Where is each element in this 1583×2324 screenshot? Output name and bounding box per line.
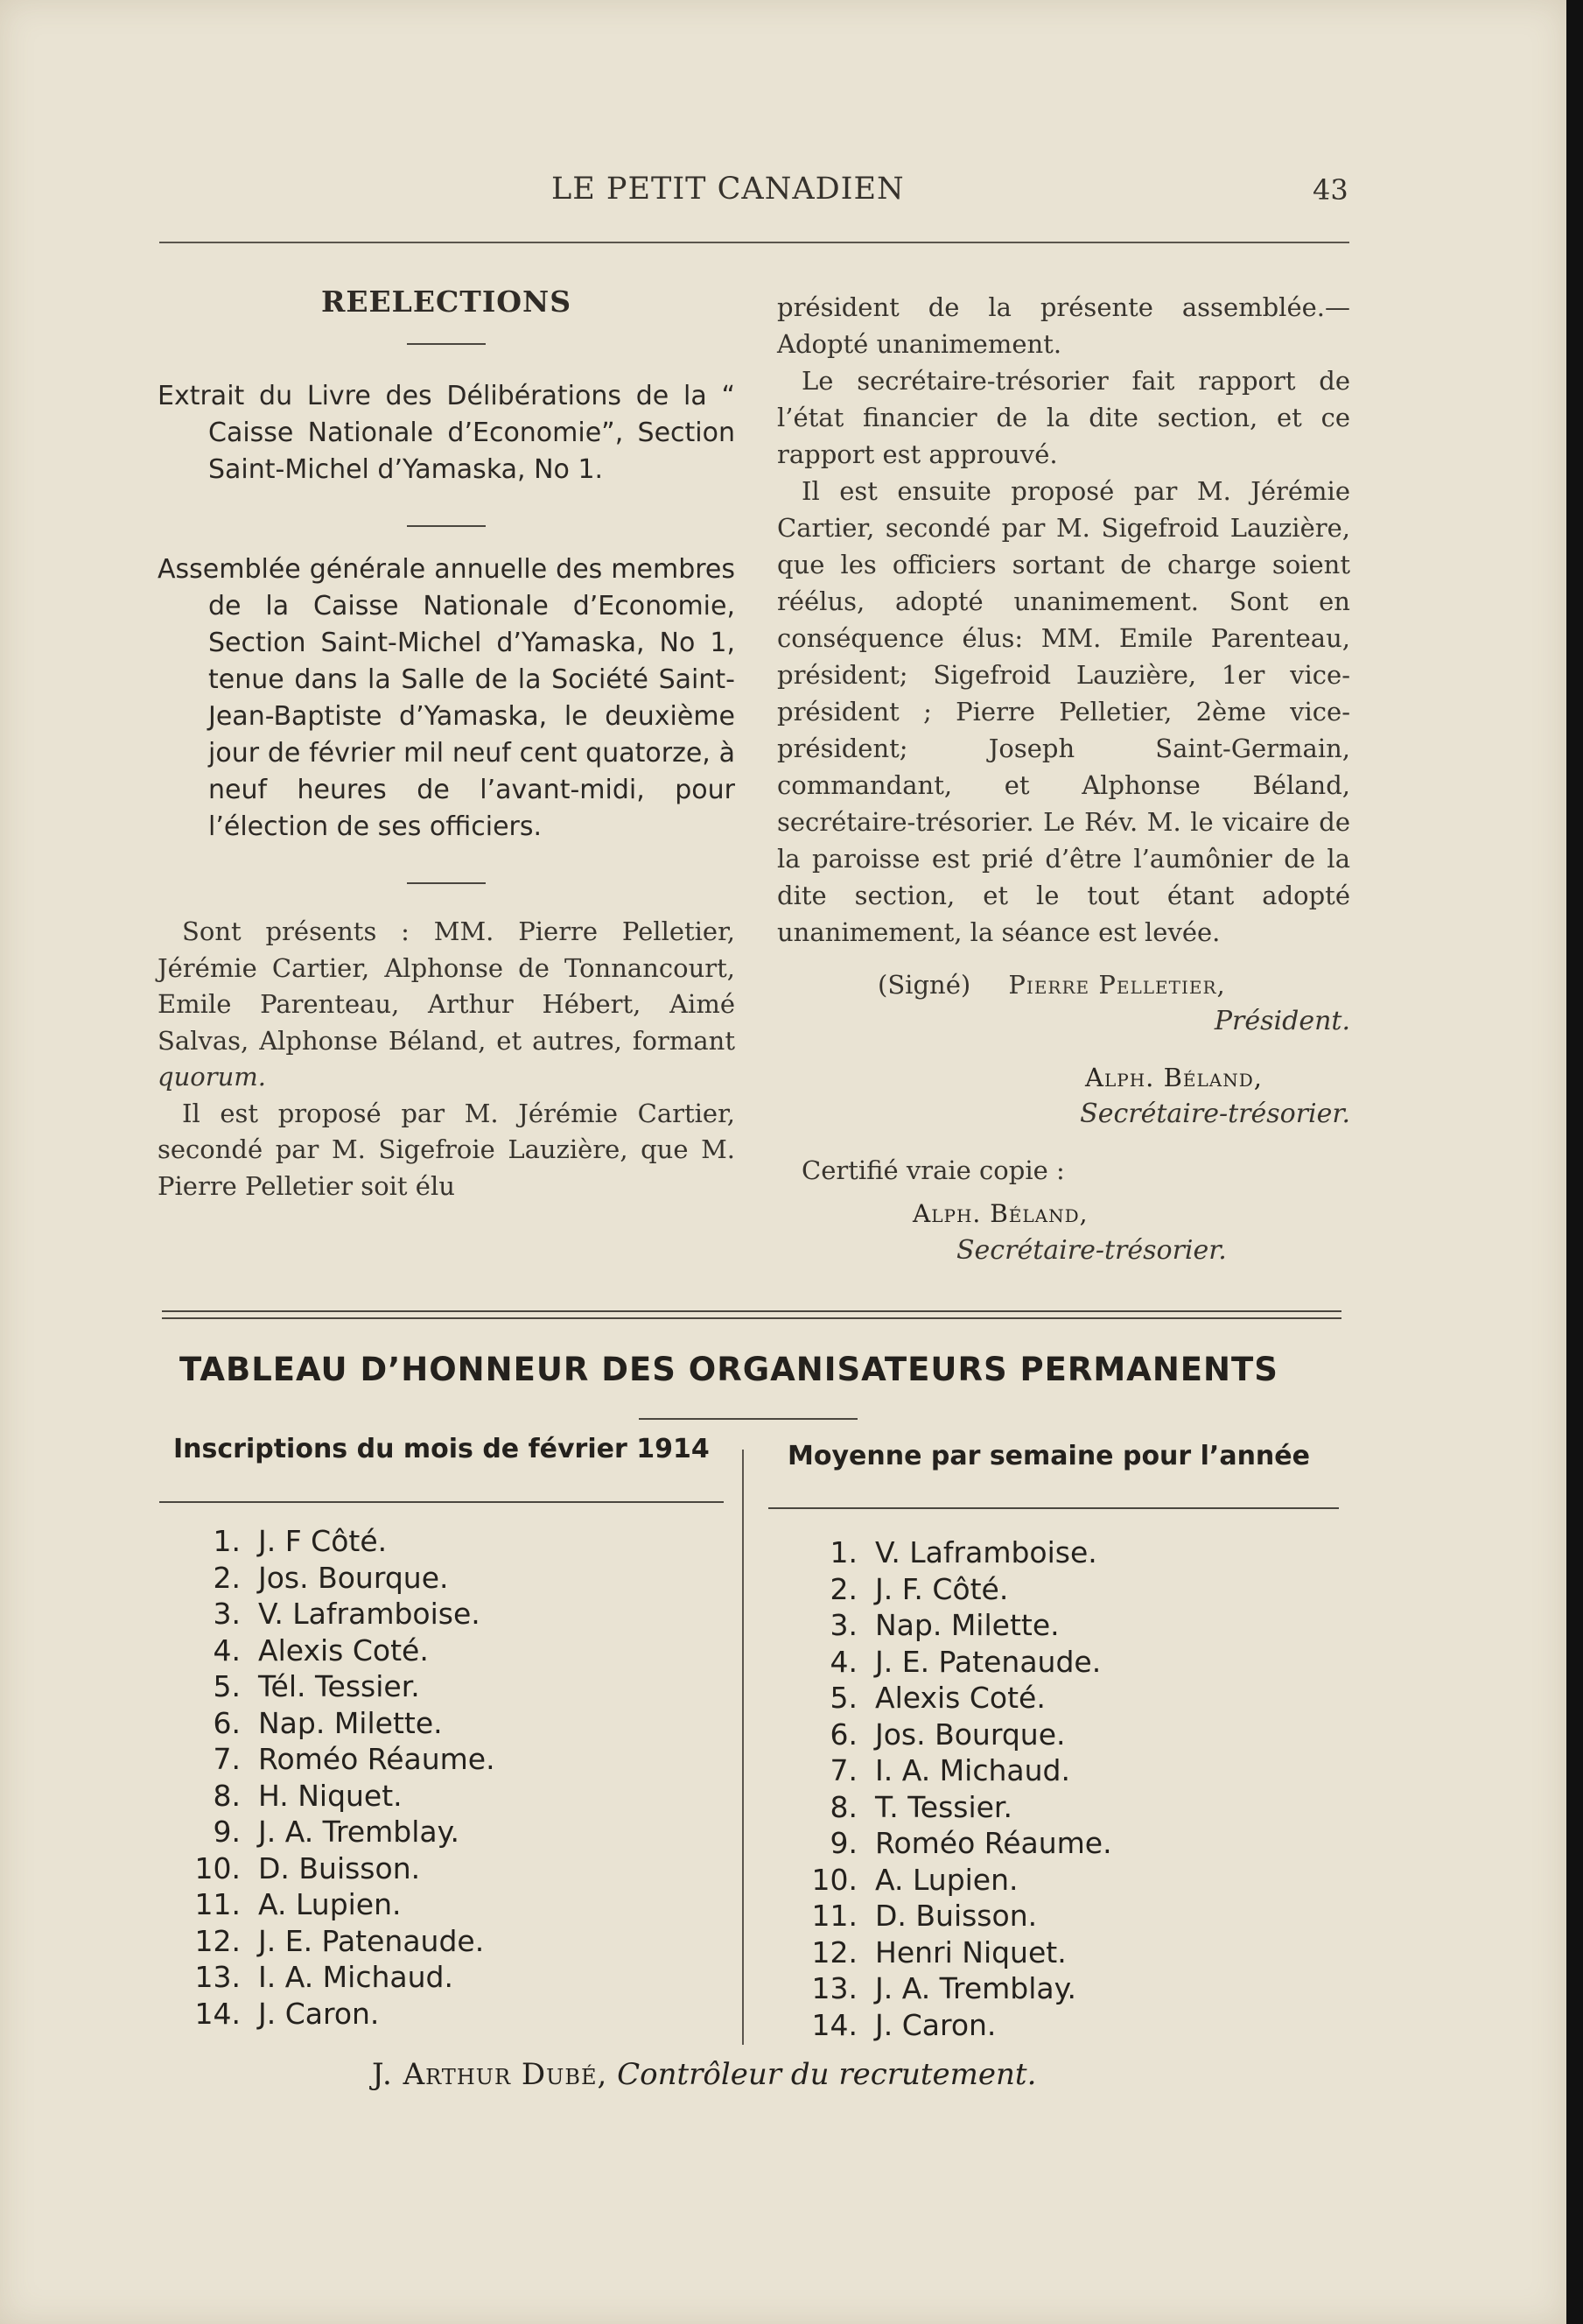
list-item — [179, 1850, 495, 1887]
certifier-role: Secrétaire-trésorier. — [956, 1235, 1227, 1266]
organizer-name: V. Laframboise. — [875, 1535, 1097, 1569]
list-item — [796, 1534, 1112, 1571]
organizer-name: H. Niquet. — [258, 1778, 403, 1813]
list-item — [796, 1571, 1112, 1608]
rank-number: 5. — [213, 1669, 241, 1703]
quorum-text: quorum. — [158, 1062, 266, 1092]
organizer-name: Alexis Coté. — [258, 1632, 429, 1668]
rank-number: 9. — [830, 1826, 858, 1860]
signer1-role: Président. — [1214, 1006, 1350, 1036]
signature-line — [777, 966, 1350, 1003]
list-item — [179, 1560, 495, 1597]
organizer-name: Roméo Réaume. — [258, 1742, 495, 1776]
list-item — [179, 1523, 495, 1560]
divider — [407, 343, 486, 345]
list-item — [179, 1959, 495, 1996]
list-item — [796, 1717, 1112, 1753]
organizer-name: D. Buisson. — [875, 1899, 1038, 1933]
organizer-name: A. Lupien. — [258, 1887, 402, 1921]
organizer-name: Roméo Réaume. — [875, 1826, 1112, 1860]
rank-number: 12. — [194, 1923, 241, 1958]
organizer-name: I. A. Michaud. — [258, 1960, 453, 1994]
signed-label: (Signé) — [878, 970, 971, 1000]
rank-number: 4. — [830, 1644, 858, 1679]
list-item — [179, 1741, 495, 1778]
monthly-ranking-list — [179, 1523, 495, 2032]
organizer-name: Tél. Tessier. — [258, 1669, 420, 1703]
organizer-name: J. F Côté. — [258, 1524, 388, 1558]
list-item — [179, 1705, 495, 1742]
rank-number: 11. — [811, 1899, 858, 1933]
rank-number: 2. — [213, 1560, 241, 1595]
rank-number: 11. — [194, 1887, 241, 1921]
rank-number: 4. — [213, 1632, 241, 1668]
signer2-role: Secrétaire-trésorier. — [1080, 1099, 1350, 1129]
election-paragraph: Il est ensuite proposé par M. Jérémie Cartier, secondé par M. Sigefroid Lauzière, que les officiers sortant de charge soient réélus, adopté unanimement. Sont en conséquence élus: MM. Emile Parenteau, président; Sigefroid Lauzière, 1er vice-président ; Pierre Pelletier, 2ème vice-président; Joseph Saint-Germain, commandant, et Alphonse Béland, secrétaire-trésorier. Le Rév. M. le vicaire de la paroisse est prié d’être l’aumônier de la dite section, et le tout étant adopté unanimement, la séance est levée. — [777, 476, 1350, 947]
rank-number: 14. — [194, 1996, 241, 2031]
organizer-name: V. Laframboise. — [258, 1597, 480, 1631]
rank-number: 12. — [811, 1934, 858, 1969]
honor-title: TABLEAU D’HONNEUR DES ORGANISATEURS PERMANENTS — [179, 1351, 1278, 1388]
organizer-name: J. F. Côté. — [875, 1571, 1009, 1606]
left-column — [158, 284, 735, 1204]
list-item — [179, 1668, 495, 1705]
section-double-rule — [162, 1310, 1341, 1319]
rank-number: 8. — [830, 1789, 858, 1824]
rank-number: 14. — [811, 2007, 858, 2042]
rank-number: 5. — [830, 1681, 858, 1715]
list-item — [796, 1607, 1112, 1644]
rank-number: 13. — [811, 1971, 858, 2005]
list-item — [179, 1996, 495, 2033]
extract-paragraph: Extrait du Livre des Délibérations de la “ Caisse Nationale d’Economie”, Section Saint-Michel d’Yamaska, No 1. — [158, 381, 735, 485]
list-item — [179, 1814, 495, 1850]
rank-number: 7. — [830, 1753, 858, 1787]
organizer-name: J. E. Patenaude. — [258, 1923, 485, 1958]
rank-number: 3. — [830, 1608, 858, 1642]
organizer-name: Jos. Bourque. — [875, 1717, 1066, 1752]
rank-number: 10. — [811, 1862, 858, 1897]
organizer-name: Alexis Coté. — [875, 1681, 1046, 1715]
signer1-name: Pierre Pelletier, — [1008, 970, 1226, 1000]
present-paragraph — [158, 914, 735, 1096]
organizer-name: I. A. Michaud. — [875, 1753, 1070, 1787]
organizer-name: Nap. Milette. — [875, 1608, 1060, 1642]
rank-number: 1. — [830, 1535, 858, 1569]
divider — [407, 882, 486, 884]
list-item — [796, 1752, 1112, 1789]
organizer-name: J. A. Tremblay. — [875, 1971, 1076, 2005]
certifier-name: Alph. Béland, — [913, 1199, 1089, 1228]
rank-number: 9. — [213, 1815, 241, 1849]
header-rule — [159, 242, 1349, 243]
rank-number: 1. — [213, 1524, 241, 1558]
right-heading-rule — [768, 1507, 1339, 1509]
list-item — [179, 1632, 495, 1669]
rank-number: 10. — [194, 1850, 241, 1885]
running-title: LE PETIT CANADIEN — [551, 172, 905, 207]
column-divider — [742, 1450, 744, 2045]
list-item — [796, 1789, 1112, 1826]
organizer-name: Jos. Bourque. — [258, 1560, 449, 1595]
organizer-name: Nap. Milette. — [258, 1705, 443, 1740]
rank-number: 7. — [213, 1742, 241, 1776]
list-item — [179, 1596, 495, 1632]
assembly-paragraph: Assemblée générale annuelle des membres de la Caisse Nationale d’Economie, Section Saint-Michel d’Yamaska, No 1, tenue dans la Salle de la Société Saint-Jean-Baptiste d’Yamaska, le deuxième jour de février mil neuf cent quatorze, à neuf heures de l’avant-midi, pour l’élection de ses officiers. — [158, 554, 735, 842]
report-paragraph: Le secrétaire-trésorier fait rapport de l’état financier de la dite section, et ce rapport est approuvé. — [777, 366, 1350, 469]
rank-number: 6. — [213, 1705, 241, 1740]
rank-number: 13. — [194, 1960, 241, 1994]
certified-line: Certifié vraie copie : — [802, 1155, 1065, 1185]
organizer-name: J. A. Tremblay. — [258, 1815, 459, 1849]
weekly-average-ranking-list — [796, 1534, 1112, 2043]
continued-paragraph: président de la présente assemblée.—Adopté unanimement. — [777, 292, 1350, 359]
list-item — [796, 1970, 1112, 2007]
list-item — [796, 1898, 1112, 1934]
honor-divider — [639, 1418, 858, 1420]
section-title: REELECTIONS — [320, 284, 572, 319]
organizer-name: J. Caron. — [875, 2007, 997, 2042]
left-heading-rule — [159, 1501, 724, 1503]
list-item — [179, 1923, 495, 1960]
organizer-name: D. Buisson. — [258, 1850, 421, 1885]
signer2-name: Alph. Béland, — [1085, 1063, 1263, 1092]
page-number: 43 — [1313, 173, 1348, 207]
right-list-heading: Moyenne par semaine pour l’année — [788, 1441, 1310, 1471]
footer-signature — [372, 2057, 1036, 2092]
rank-number: 2. — [830, 1571, 858, 1606]
controller-role: Contrôleur du recrutement. — [617, 2057, 1037, 2092]
organizer-name: A. Lupien. — [875, 1862, 1019, 1897]
rank-number: 6. — [830, 1717, 858, 1752]
organizer-name: J. E. Patenaude. — [875, 1644, 1102, 1679]
list-item — [179, 1886, 495, 1923]
organizer-name: J. Caron. — [258, 1996, 380, 2031]
list-item — [796, 1644, 1112, 1681]
list-item — [796, 2007, 1112, 2044]
list-item — [796, 1680, 1112, 1717]
organizer-name: Henri Niquet. — [875, 1934, 1067, 1969]
list-item — [179, 1778, 495, 1815]
list-item — [796, 1825, 1112, 1862]
right-column — [777, 289, 1350, 1269]
divider — [407, 525, 486, 527]
book-spine-edge — [1566, 0, 1583, 2324]
organizer-name: T. Tessier. — [875, 1789, 1012, 1824]
present-text: Sont présents : MM. Pierre Pelletier, Jérémie Cartier, Alphonse de Tonnancourt, Emile Parenteau, Arthur Hébert, Aimé Salvas, Alphonse Béland, et autres, formant — [158, 916, 735, 1056]
controller-name: J. Arthur Dubé, — [372, 2057, 608, 2092]
list-item — [796, 1862, 1112, 1899]
proposal-paragraph: Il est proposé par M. Jérémie Cartier, secondé par M. Sigefroie Lauzière, que M. Pierre Pelletier soit élu — [158, 1098, 735, 1201]
list-item — [796, 1934, 1112, 1971]
left-list-heading: Inscriptions du mois de février 1914 — [173, 1434, 710, 1464]
rank-number: 3. — [213, 1597, 241, 1631]
rank-number: 8. — [213, 1778, 241, 1813]
